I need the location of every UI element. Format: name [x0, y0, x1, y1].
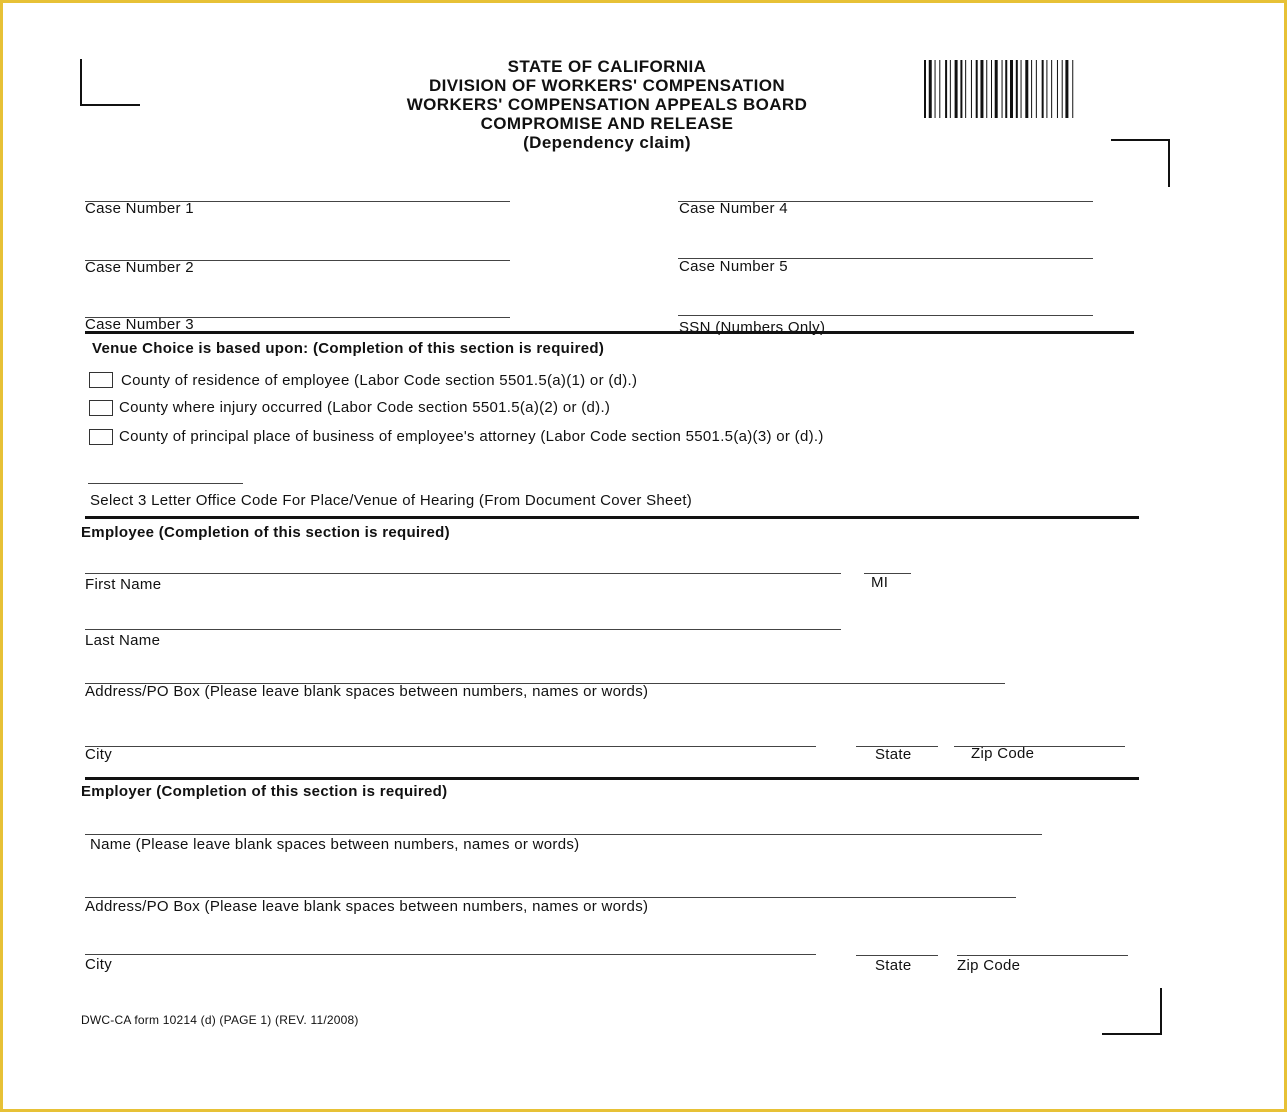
header-division: DIVISION OF WORKERS' COMPENSATION — [429, 76, 785, 95]
employee-zip-label: Zip Code — [971, 745, 1035, 762]
barcode-bar — [986, 60, 987, 118]
venue-checkbox-attorney[interactable] — [89, 429, 113, 445]
barcode-bar — [955, 60, 958, 118]
employee-heading: Employee (Completion of this section is required) — [81, 524, 450, 541]
corner-mark-bottom-right — [1102, 988, 1162, 1035]
employer-state-field[interactable] — [856, 934, 938, 956]
section-divider-employee — [85, 516, 1139, 519]
venue-checkbox-residence[interactable] — [89, 372, 113, 388]
barcode-bar — [1036, 60, 1037, 118]
venue-checkbox-injury[interactable] — [89, 400, 113, 416]
employer-state-label: State — [875, 957, 912, 974]
employee-city-field[interactable] — [85, 725, 816, 747]
employee-mi-label: MI — [871, 574, 889, 591]
case-number-4-field[interactable] — [678, 180, 1093, 202]
case-number-5-label: Case Number 5 — [679, 258, 788, 275]
header-board: WORKERS' COMPENSATION APPEALS BOARD — [406, 95, 808, 114]
employee-state-field[interactable] — [856, 725, 938, 747]
employer-zip-label: Zip Code — [957, 957, 1021, 974]
barcode-bar — [950, 60, 951, 118]
barcode-bar — [991, 60, 992, 118]
employee-address-label: Address/PO Box (Please leave blank spaces between numbers, names or words) — [85, 683, 649, 700]
office-code-field[interactable] — [88, 462, 243, 484]
barcode-bar — [929, 60, 932, 118]
case-number-2-label: Case Number 2 — [85, 259, 194, 276]
venue-option-attorney: County of principal place of business of employee's attorney (Labor Code section 5501.5(a)(3) or (d).) — [119, 428, 824, 445]
case-number-4-label: Case Number 4 — [679, 200, 788, 217]
barcode-bar — [1065, 60, 1068, 118]
venue-option-residence: County of residence of employee (Labor Code section 5501.5(a)(1) or (d).) — [121, 372, 638, 389]
employee-mi-field[interactable] — [864, 552, 911, 574]
barcode-bar — [1005, 60, 1007, 118]
corner-mark-top-left — [80, 59, 140, 106]
barcode-bar — [1062, 60, 1063, 118]
header-subtitle: (Dependency claim) — [523, 133, 691, 152]
barcode-bar — [971, 60, 972, 118]
employer-name-label: Name (Please leave blank spaces between numbers, names or words) — [90, 836, 580, 853]
form-header — [300, 57, 914, 152]
barcode-bar — [939, 60, 940, 118]
venue-heading: Venue Choice is based upon: (Completion of this section is required) — [92, 340, 605, 357]
employee-city-label: City — [85, 746, 113, 763]
case-number-5-field[interactable] — [678, 237, 1093, 259]
employee-last-name-field[interactable] — [85, 608, 841, 630]
barcode-bar — [1031, 60, 1032, 118]
barcode-bar — [1072, 60, 1073, 118]
barcode-bar — [1057, 60, 1058, 118]
employer-city-label: City — [85, 956, 113, 973]
employer-zip-field[interactable] — [957, 934, 1128, 956]
employee-address-field[interactable] — [85, 662, 1005, 684]
employer-name-field[interactable] — [85, 813, 1042, 835]
employer-address-label: Address/PO Box (Please leave blank spaces between numbers, names or words) — [85, 898, 649, 915]
case-number-3-field[interactable] — [85, 296, 510, 318]
header-state: STATE OF CALIFORNIA — [507, 57, 707, 76]
barcode-bar — [980, 60, 983, 118]
form-id-footer: DWC-CA form 10214 (d) (PAGE 1) (REV. 11/2008) — [81, 1013, 359, 1027]
section-divider-employer — [85, 777, 1139, 780]
case-number-1-label: Case Number 1 — [85, 200, 194, 217]
venue-option-injury: County where injury occurred (Labor Code section 5501.5(a)(2) or (d).) — [119, 399, 611, 416]
barcode-bar — [1051, 60, 1052, 118]
corner-mark-top-right — [1111, 139, 1170, 187]
barcode-bar — [945, 60, 947, 118]
office-code-label: Select 3 Letter Office Code For Place/Venue of Hearing (From Document Cover Sheet) — [90, 492, 693, 509]
barcode-bar — [965, 60, 966, 118]
barcode-bar — [1021, 60, 1022, 118]
employee-first-name-field[interactable] — [85, 552, 841, 574]
barcode-bar — [976, 60, 978, 118]
barcode-bar — [960, 60, 962, 118]
employee-zip-field[interactable] — [954, 725, 1125, 747]
barcode-bar — [1042, 60, 1044, 118]
case-number-1-field[interactable] — [85, 180, 510, 202]
barcode-bar — [995, 60, 998, 118]
employee-state-label: State — [875, 746, 912, 763]
barcode-icon — [924, 60, 1174, 118]
employee-last-name-label: Last Name — [85, 632, 161, 649]
ssn-label: SSN (Numbers Only) — [679, 319, 826, 336]
employer-address-field[interactable] — [85, 876, 1016, 898]
barcode-bar — [1002, 60, 1003, 118]
section-divider-venue — [85, 331, 1134, 334]
barcode-bar — [1046, 60, 1047, 118]
header-form-title: COMPROMISE AND RELEASE — [480, 114, 734, 133]
employee-first-name-label: First Name — [85, 576, 162, 593]
ssn-field[interactable] — [678, 294, 1093, 316]
barcode-bar — [1025, 60, 1028, 118]
employer-heading: Employer (Completion of this section is required) — [81, 783, 448, 800]
employer-city-field[interactable] — [85, 933, 816, 955]
case-number-2-field[interactable] — [85, 239, 510, 261]
barcode-bar — [1010, 60, 1013, 118]
barcode-bar — [924, 60, 926, 118]
barcode-bar — [935, 60, 936, 118]
case-number-3-label: Case Number 3 — [85, 316, 194, 333]
barcode-bar — [1016, 60, 1018, 118]
